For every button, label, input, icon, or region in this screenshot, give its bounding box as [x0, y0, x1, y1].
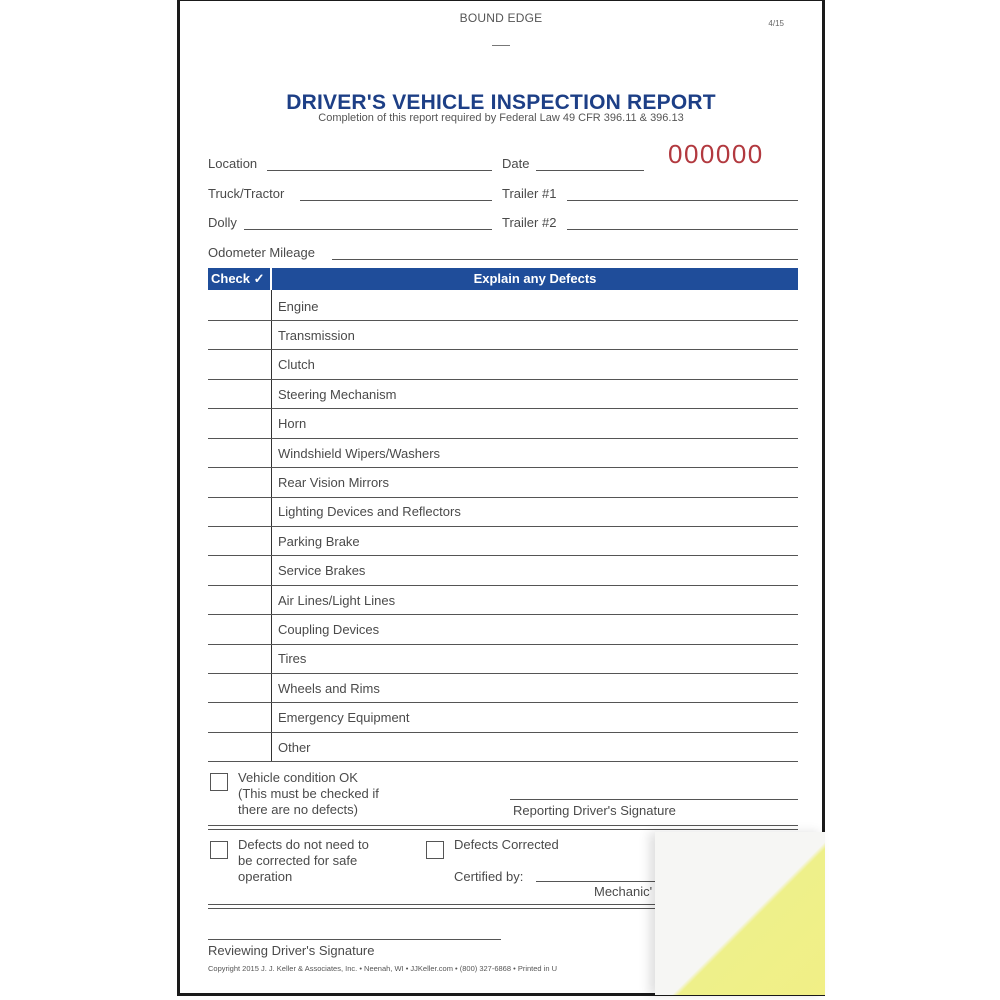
trailer2-field[interactable]: [567, 229, 798, 230]
copyright-text: Copyright 2015 J. J. Keller & Associates, Inc. • Neenah, WI • JJKeller.com • (800) 327-6868 • Printed in U: [208, 964, 557, 973]
divider-line: [208, 829, 798, 830]
row-line[interactable]: [208, 408, 798, 409]
divider-line: [208, 908, 658, 909]
divider-line: [208, 904, 658, 905]
defects-not-needed-line1: Defects do not need to: [238, 837, 369, 852]
row-line[interactable]: [208, 761, 798, 762]
row-line[interactable]: [208, 585, 798, 586]
trailer1-field[interactable]: [567, 200, 798, 201]
certified-by-label: Certified by:: [454, 869, 524, 884]
certified-by-field[interactable]: [536, 881, 656, 882]
item-wheels-and-rims: Wheels and Rims: [278, 681, 380, 696]
item-transmission: Transmission: [278, 328, 355, 343]
item-parking-brake: Parking Brake: [278, 534, 360, 549]
defects-not-needed-line3: operation: [238, 869, 293, 884]
bound-edge-label: BOUND EDGE: [459, 11, 543, 25]
mechanic-signature-label: Mechanic': [594, 884, 653, 899]
item-horn: Horn: [278, 416, 307, 431]
trailer1-label: Trailer #1: [502, 186, 557, 201]
date-label: Date: [502, 156, 530, 171]
row-line[interactable]: [208, 673, 798, 674]
bound-edge-tick: [492, 45, 510, 46]
truck-tractor-field[interactable]: [300, 200, 492, 201]
divider-line: [208, 825, 798, 826]
item-windshield-wipers: Windshield Wipers/Washers: [278, 446, 441, 461]
defects-not-needed-line2: be corrected for safe: [238, 853, 358, 868]
defects-not-needed-checkbox[interactable]: [210, 841, 228, 859]
vehicle-ok-line1: Vehicle condition OK: [238, 770, 358, 785]
item-rear-vision-mirrors: Rear Vision Mirrors: [278, 475, 390, 490]
row-line[interactable]: [208, 555, 798, 556]
serial-number: 000000: [668, 139, 764, 169]
item-other: Other: [278, 740, 311, 755]
row-line[interactable]: [208, 379, 798, 380]
trailer2-label: Trailer #2: [502, 215, 557, 230]
item-lighting-devices: Lighting Devices and Reflectors: [278, 504, 461, 519]
form-title: DRIVER'S VEHICLE INSPECTION REPORT: [286, 91, 716, 114]
item-service-brakes: Service Brakes: [278, 563, 366, 578]
row-line[interactable]: [208, 349, 798, 350]
vehicle-ok-line2: (This must be checked if: [238, 786, 379, 801]
item-engine: Engine: [278, 299, 319, 314]
item-air-lines: Air Lines/Light Lines: [278, 593, 396, 608]
odometer-label: Odometer Mileage: [208, 245, 315, 260]
vehicle-ok-line3: there are no defects): [238, 802, 358, 817]
item-coupling-devices: Coupling Devices: [278, 622, 380, 637]
vehicle-ok-text: [238, 770, 379, 818]
dolly-label: Dolly: [208, 215, 237, 230]
vehicle-ok-checkbox[interactable]: [210, 773, 228, 791]
reporting-signature-field[interactable]: [510, 799, 798, 800]
item-tires: Tires: [278, 651, 307, 666]
row-line[interactable]: [208, 526, 798, 527]
row-line[interactable]: [208, 320, 798, 321]
location-label: Location: [208, 156, 258, 171]
reviewing-signature-label: Reviewing Driver's Signature: [208, 943, 375, 958]
defects-not-needed-text: [238, 837, 369, 885]
truck-tractor-label: Truck/Tractor: [208, 186, 285, 201]
yellow-copy-layer: [655, 832, 825, 995]
row-line[interactable]: [208, 702, 798, 703]
location-field[interactable]: [267, 170, 492, 171]
row-line[interactable]: [208, 644, 798, 645]
date-field[interactable]: [536, 170, 644, 171]
item-clutch: Clutch: [278, 357, 315, 372]
row-line[interactable]: [208, 732, 798, 733]
revision-code: 4/15: [768, 19, 784, 28]
reporting-signature-label: Reporting Driver's Signature: [513, 803, 676, 818]
form-subtitle: Completion of this report required by Federal Law 49 CFR 396.11 & 396.13: [318, 112, 684, 124]
item-emergency-equipment: Emergency Equipment: [278, 710, 410, 725]
explain-column-header: Explain any Defects: [473, 271, 597, 286]
row-line[interactable]: [208, 497, 798, 498]
defects-corrected-checkbox[interactable]: [426, 841, 444, 859]
row-line[interactable]: [208, 614, 798, 615]
row-line[interactable]: [208, 467, 798, 468]
defects-corrected-label: Defects Corrected: [454, 837, 559, 852]
item-steering-mechanism: Steering Mechanism: [278, 387, 397, 402]
odometer-field[interactable]: [332, 259, 798, 260]
row-line[interactable]: [208, 438, 798, 439]
reviewing-signature-field[interactable]: [208, 939, 501, 940]
check-column-header: Check ✓: [211, 271, 265, 286]
check-table-header: [208, 268, 798, 290]
dolly-field[interactable]: [244, 229, 492, 230]
carbonless-copy-corner: [655, 832, 825, 995]
